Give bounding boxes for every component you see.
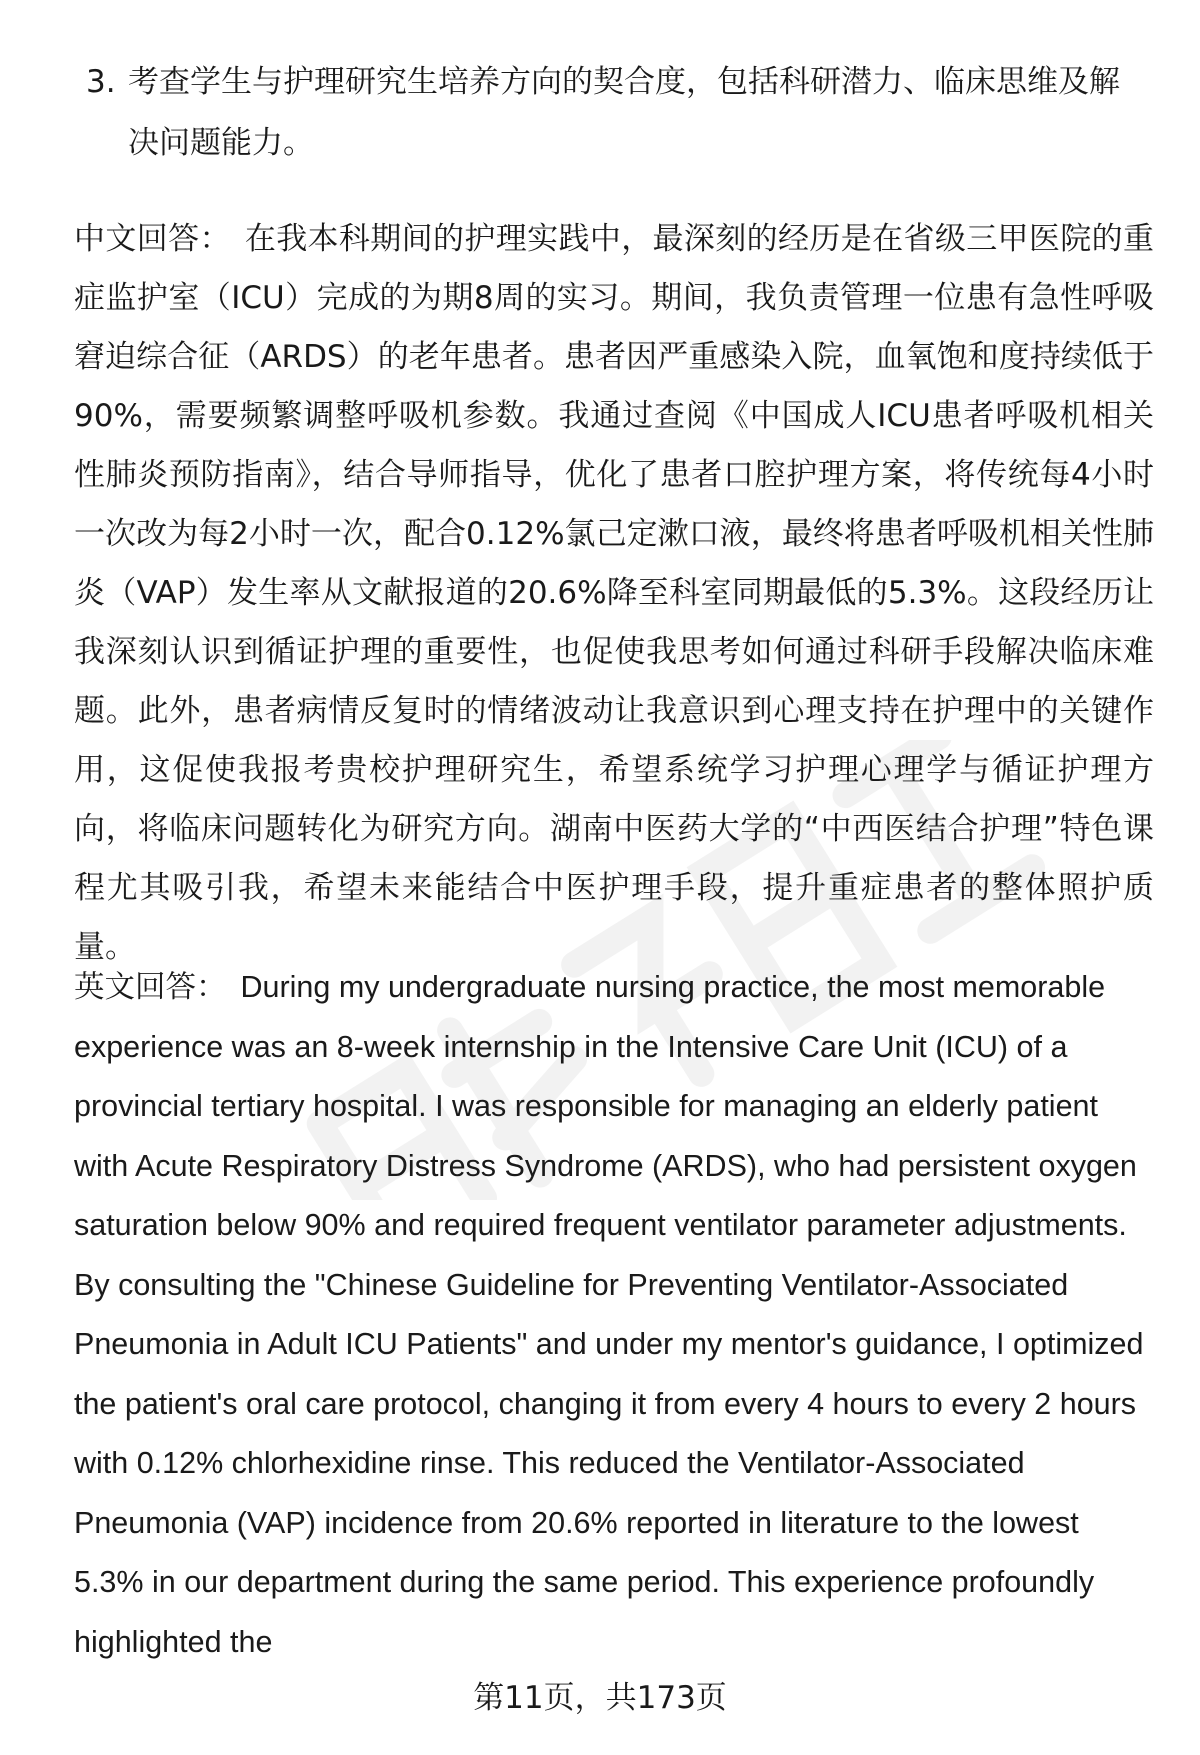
question-text: 考查学生与护理研究生培养方向的契合度，包括科研潜力、临床思维及解决问题能力。 (128, 64, 1120, 161)
list-number: 3. (86, 64, 116, 100)
english-answer-paragraph (74, 958, 1154, 1672)
chinese-answer-paragraph (74, 210, 1154, 977)
chinese-answer-label: 中文回答： (74, 221, 231, 257)
page-number-footer: 第11页，共173页 (473, 1680, 727, 1716)
english-answer-text: During my undergraduate nursing practice, the most memorable experience was an 8-week internship in the Intensive Care Unit (ICU) of a provincial tertiary hospital. I was responsible for managing an elderly patient with Acute Respiratory Distress Syndrome (ARDS), who had persistent oxygen saturation below 90% and required frequent ventilator parameter adjustments. By consulting the "Chinese Guideline for Preventing Ventilator-Associated Pneumonia in Adult ICU Patients" and under my mentor's guidance, I optimized the patient's oral care protocol, changing it from every 4 hours to every 2 hours with 0.12% chlorhexidine rinse. This reduced the Ventilator-Associated Pneumonia (VAP) incidence from 20.6% reported in literature to the lowest 5.3% in our department during the same period. This experience profoundly highlighted the (74, 970, 1144, 1659)
chinese-answer-text: 在我本科期间的护理实践中，最深刻的经历是在省级三甲医院的重症监护室（ICU）完成的为期8周的实习。期间，我负责管理一位患有急性呼吸窘迫综合征（ARDS）的老年患者。患者因严重感染入院，血氧饱和度持续低于90%，需要频繁调整呼吸机参数。我通过查阅《中国成人ICU患者呼吸机相关性肺炎预防指南》，结合导师指导，优化了患者口腔护理方案，将传统每4小时一次改为每2小时一次，配合0.12%氯己定漱口液，最终将患者呼吸机相关性肺炎（VAP）发生率从文献报道的20.6%降至科室同期最低的5.3%。这段经历让我深刻认识到循证护理的重要性，也促使我思考如何通过科研手段解决临床难题。此外，患者病情反复时的情绪波动让我意识到心理支持在护理中的关键作用，这促使我报考贵校护理研究生，希望系统学习护理心理学与循证护理方向，将临床问题转化为研究方向。湖南中医药大学的“中西医结合护理”特色课程尤其吸引我，希望未来能结合中医护理手段，提升重症患者的整体照护质量。 (74, 221, 1155, 965)
english-answer-label: 英文回答： (74, 970, 227, 1005)
question-list-item (74, 52, 1144, 174)
